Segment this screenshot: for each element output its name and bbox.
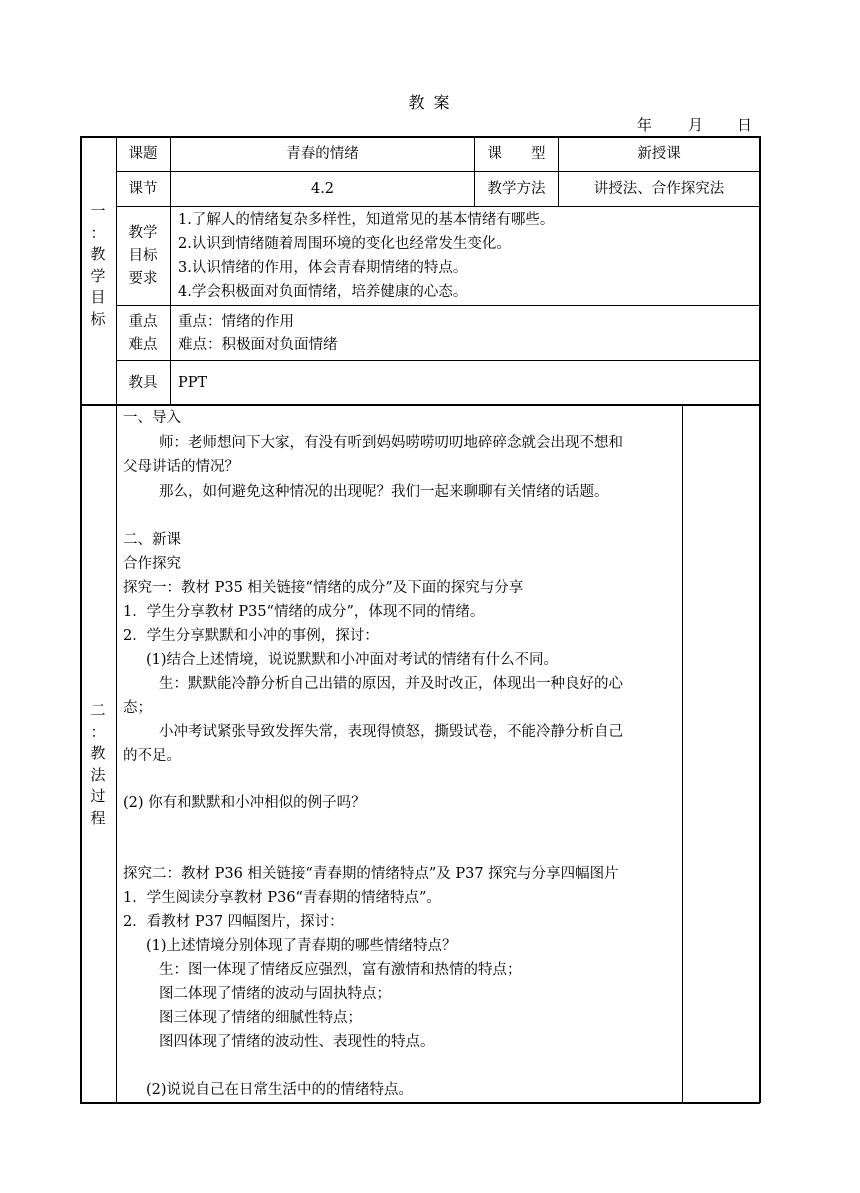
text-line: 态； [123,700,152,716]
text-line: (2)说说自己在日常生活中的的情绪特点。 [146,1082,414,1098]
difficult-point: 难点：积极面对负面情绪 [178,337,338,353]
keypoints-label-1: 重点 [128,314,158,330]
page-title: 教 案 [408,93,452,112]
period-value: 4.2 [310,181,335,197]
key-point: 重点：情绪的作用 [178,314,294,330]
text-line: 那么，如何避免这种情况的出现呢？我们一起来聊聊有关情绪的话题。 [159,484,609,500]
text-line: 生：默默能冷静分析自己出错的原因，并及时改正，体现出一种良好的心 [159,676,623,692]
text-line: 1．学生阅读分享教材 P36“青春期的情绪特点”。 [123,890,441,906]
text-line: 图三体现了情绪的细腻性特点； [159,1010,362,1026]
section2-label: 二 ： 教 法 过 程 [90,701,106,827]
goal-item: 1.了解人的情绪复杂多样性，知道常见的基本情绪有哪些。 [178,212,555,228]
text-line: 父母讲话的情况？ [123,459,239,475]
method-label: 教学方法 [487,181,546,197]
text-line: 合作探究 [123,556,181,572]
goal-item: 4.学会积极面对负面情绪，培养健康的心态。 [178,284,468,300]
section1-label: 一 ： 教 学 目 标 [90,202,106,328]
type-label: 课 型 [487,146,546,162]
text-line: (1)上述情境分别体现了青春期的哪些情绪特点？ [146,938,457,954]
date-day: 日 [737,116,753,134]
topic-value: 青春的情绪 [286,146,359,162]
text-line: 图四体现了情绪的波动性、表现性的特点。 [159,1034,435,1050]
text-line: 一、导入 [123,410,181,426]
topic-label: 课题 [128,146,158,162]
text-line: 1．学生分享教材 P35“情绪的成分”，体现不同的情绪。 [123,604,485,620]
goal-item: 2.认识到情绪随着周围环境的变化也经常发生变化。 [178,236,511,252]
tools-value: PPT [178,375,208,391]
keypoints-label-2: 难点 [128,337,158,353]
text-line: 的不足。 [123,748,181,764]
text-line: 二、新课 [123,532,181,548]
text-line: 2．学生分享默默和小冲的事例，探讨： [123,628,379,644]
goal-item: 3.认识情绪的作用，体会青春期情绪的特点。 [178,260,468,276]
text-line: 师：老师想问下大家，有没有听到妈妈唠唠叨叨地碎碎念就会出现不想和 [159,435,623,451]
text-line: 探究一：教材 P35 相关链接“情绪的成分”及下面的探究与分享 [123,580,524,596]
goals-label-3: 要求 [128,271,158,287]
method-value: 讲授法、合作探究法 [593,181,725,197]
goals-label-2: 目标 [128,248,158,264]
text-line: (2) 你有和默默和小冲相似的例子吗？ [123,795,366,811]
date-month: 月 [688,116,704,134]
text-line: 小冲考试紧张导致发挥失常，表现得愤怒，撕毁试卷，不能冷静分析自己 [159,724,623,740]
goals-label-1: 教学 [128,225,158,241]
text-line: 探究二：教材 P36 相关链接“青春期的情绪特点”及 P37 探究与分享四幅图片 [123,866,619,882]
type-value: 新授课 [637,146,681,162]
date-year: 年 [637,116,653,134]
text-line: (1)结合上述情境，说说默默和小冲面对考试的情绪有什么不同。 [146,652,559,668]
text-line: 生：图一体现了情绪反应强烈，富有激情和热情的特点； [159,962,522,978]
period-label: 课节 [128,181,158,197]
text-line: 图二体现了情绪的波动与固执特点； [159,986,391,1002]
text-line: 2．看教材 P37 四幅图片，探讨： [123,914,344,930]
tools-label: 教具 [128,375,158,391]
